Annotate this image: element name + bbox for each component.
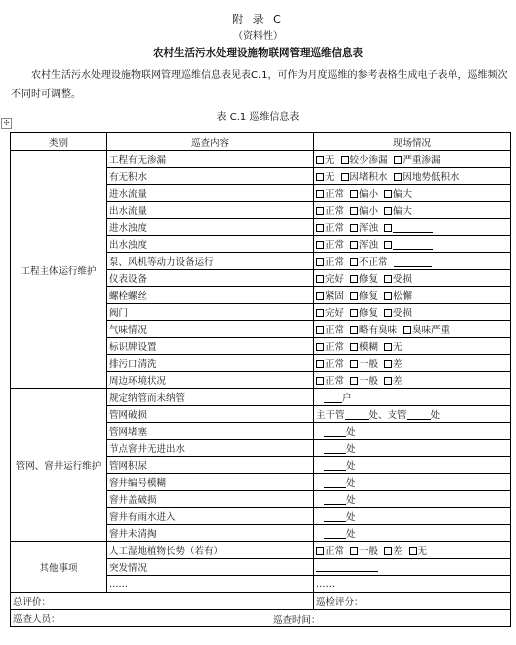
checkbox-icon[interactable] [316,360,324,368]
checkbox-icon[interactable] [350,190,358,198]
option-label: 一般 [359,376,379,387]
appendix-heading: 农村生活污水处理设施物联网管理巡维信息表 [153,47,363,59]
inspection-item: 出水浊度 [107,236,314,253]
inspection-item: 管网堵塞 [107,423,314,440]
checkbox-option[interactable] [384,288,412,302]
inspection-item: 管网破损 [107,406,314,423]
status-cell [314,236,511,253]
checkbox-icon[interactable] [384,275,392,283]
status-cell [314,576,511,593]
checkbox-icon[interactable] [394,156,402,164]
fill-blank[interactable] [324,470,346,471]
status-cell [314,457,511,474]
status-cell [314,406,511,423]
checkbox-option[interactable] [384,356,403,370]
checkbox-icon[interactable] [316,309,324,317]
checkbox-icon[interactable] [403,326,411,334]
checkbox-option[interactable] [316,543,344,557]
status-cell [314,372,511,389]
option-label: 无 [325,172,335,183]
inspection-item: 排污口清洗 [107,355,314,372]
branch-pipe-label: 处、支管 [368,410,407,421]
unit-label: 处 [346,495,356,506]
checkbox-option[interactable] [316,271,344,285]
inspection-item: 窨井编号模糊 [107,474,314,491]
table-row [11,151,511,168]
checkbox-icon[interactable] [350,360,358,368]
checkbox-icon[interactable] [350,224,358,232]
option-label: 严重渗漏 [402,155,441,166]
unit-label: 处 [346,461,356,472]
status-cell [314,151,511,168]
checkbox-option[interactable] [350,356,378,370]
option-label: 无 [325,155,335,166]
option-label: 紧固 [325,291,345,302]
inspection-item: 阀门 [107,304,314,321]
fill-blank[interactable] [324,521,346,522]
inspection-item: 泵、风机等动力设备运行 [107,253,314,270]
inspection-item: 管网积尿 [107,457,314,474]
fill-blank[interactable] [324,402,342,403]
option-label: 模糊 [359,342,379,353]
appendix-title: 附 录 C [232,13,284,26]
inspection-item: 有无积水 [107,168,314,185]
option-label: 因地势低积水 [402,172,460,183]
checkbox-icon[interactable] [350,258,358,266]
checkbox-icon[interactable] [350,547,358,555]
checkbox-icon[interactable] [316,156,324,164]
option-label: 正常 [325,240,345,251]
checkbox-icon[interactable] [316,292,324,300]
inspection-table [10,132,511,627]
fill-blank[interactable] [316,571,378,572]
option-label: 正常 [325,342,345,353]
option-label: 修复 [359,274,379,285]
inspection-item: 进水浊度 [107,219,314,236]
checkbox-option[interactable] [316,169,335,183]
inspection-item: 进水流量 [107,185,314,202]
option-label: 偏小 [359,189,379,200]
option-label: 修复 [359,291,379,302]
option-label: 受损 [393,274,413,285]
checkbox-icon[interactable] [394,173,402,181]
table-row [11,542,511,559]
category-cell: 管网、窨井运行维护 [11,389,107,542]
status-cell [314,321,511,338]
fill-blank[interactable] [407,419,431,420]
checkbox-option[interactable] [316,322,344,336]
fill-blank[interactable] [324,487,346,488]
checkbox-icon[interactable] [384,190,392,198]
checkbox-option[interactable] [316,220,344,234]
checkbox-option[interactable] [384,305,412,319]
fill-blank[interactable] [324,436,346,437]
fill-blank[interactable] [393,249,433,250]
option-label: 受损 [393,308,413,319]
checkbox-option[interactable] [316,237,344,251]
checkbox-icon[interactable] [350,309,358,317]
checkbox-option[interactable] [316,305,344,319]
checkbox-icon[interactable] [316,275,324,283]
status-cell [314,287,511,304]
inspection-item: 周边环境状况 [107,372,314,389]
status-cell [314,168,511,185]
checkbox-icon[interactable] [384,377,392,385]
option-label: 正常 [325,325,345,336]
checkbox-option[interactable] [316,373,344,387]
fill-blank[interactable] [324,453,346,454]
status-cell [314,304,511,321]
main-pipe-label: 主干管 [316,410,345,421]
unit-label: 处 [430,410,441,421]
checkbox-option[interactable] [341,169,388,183]
status-cell [314,185,511,202]
checkbox-option[interactable] [350,305,378,319]
table-caption: 表 C.1 巡维信息表 [216,112,300,123]
inspection-item: 节点窨井无进出水 [107,440,314,457]
checkbox-icon[interactable] [316,547,324,555]
checkbox-option[interactable] [409,543,428,557]
inspection-item: 突发情况 [107,559,314,576]
status-cell [314,270,511,287]
checkbox-option[interactable] [316,288,344,302]
checkbox-option[interactable] [350,373,378,387]
status-cell [314,508,511,525]
unit-label: 处 [346,478,356,489]
inspection-item: 人工湿地植物长势（若有） [107,542,314,559]
checkbox-option[interactable] [350,186,378,200]
option-label: 浑浊 [359,240,379,251]
checkbox-option[interactable] [316,186,344,200]
checkbox-icon[interactable] [384,360,392,368]
option-label: 正常 [325,206,345,217]
checkbox-icon[interactable] [316,207,324,215]
table-row [11,389,511,406]
checkbox-option[interactable] [384,223,433,234]
checkbox-option[interactable] [316,339,344,353]
checkbox-icon[interactable] [384,547,392,555]
fill-blank[interactable] [324,538,346,539]
checkbox-icon[interactable] [384,224,392,232]
option-label: 不正常 [359,257,388,268]
checkbox-option[interactable] [350,288,378,302]
inspection-item: 气味情况 [107,321,314,338]
checkbox-icon[interactable] [341,173,349,181]
inspection-item: 窨井有雨水进入 [107,508,314,525]
status-cell [314,355,511,372]
checkbox-option[interactable] [394,169,460,183]
option-label: 偏小 [359,206,379,217]
intro-paragraph: 农村生活污水处理设施物联网管理巡维信息表见表C.1，可作为月度巡维的参考表格生成电子表单，巡维频次不同时可调整。 [11,70,508,100]
checkbox-option[interactable] [384,271,412,285]
status-cell [314,491,511,508]
option-label: 松懈 [393,291,413,302]
checkbox-icon[interactable] [350,377,358,385]
option-label: 一般 [359,546,379,557]
option-label: 完好 [325,274,345,285]
inspection-item: 出水流量 [107,202,314,219]
option-label: 一般 [359,359,379,370]
status-cell [314,202,511,219]
inspection-item: 螺栓螺丝 [107,287,314,304]
checkbox-icon[interactable] [350,275,358,283]
checkbox-icon[interactable] [316,173,324,181]
checkbox-icon[interactable] [350,241,358,249]
inspection-item: 窨井盖破损 [107,491,314,508]
appendix-subtitle: （资料性） [233,31,283,42]
checkbox-option[interactable] [384,203,412,217]
checkbox-icon[interactable] [316,326,324,334]
checkbox-icon[interactable] [384,343,392,351]
unit-label: 处 [346,444,356,455]
checkbox-option[interactable] [316,254,344,268]
status-cell [314,389,511,406]
option-label: 正常 [325,189,345,200]
unit-label: 处 [346,512,356,523]
inspection-item: 标识牌设置 [107,338,314,355]
checkbox-option[interactable] [384,339,403,353]
option-label: 臭味严重 [412,325,451,336]
header-content: 巡查内容 [107,133,314,151]
checkbox-option[interactable] [316,356,344,370]
checkbox-option[interactable] [350,220,378,234]
overall-evaluation-cell[interactable]: 总评价： [11,593,314,610]
option-label: 无 [393,342,403,353]
option-label: 浑浊 [359,223,379,234]
fill-blank[interactable] [345,419,369,420]
checkbox-option[interactable] [316,203,344,217]
option-label: 完好 [325,308,345,319]
checkbox-icon[interactable] [316,224,324,232]
status-cell [314,474,511,491]
header-category: 类别 [11,133,107,151]
status-cell [314,338,511,355]
checkbox-option[interactable] [384,543,403,557]
inspection-item: 窨井未清掏 [107,525,314,542]
inspection-item: 规定纳管而未纳管 [107,389,314,406]
checkbox-option[interactable] [384,240,433,251]
status-cell [314,440,511,457]
checkbox-icon[interactable] [350,326,358,334]
option-label: 略有臭味 [359,325,398,336]
checkbox-option[interactable] [350,322,397,336]
status-cell [314,253,511,270]
checkbox-option[interactable] [350,254,388,268]
option-label: 差 [393,376,403,387]
checkbox-icon[interactable] [316,343,324,351]
unit-label: 户 [342,393,352,404]
option-label: 修复 [359,308,379,319]
checkbox-icon[interactable] [316,258,324,266]
option-label: 偏大 [393,189,413,200]
fill-blank[interactable] [393,232,433,233]
checkbox-option[interactable] [384,186,412,200]
inspector-cell[interactable]: 巡查人员： 巡查时间： [11,610,511,627]
footer-row [11,610,511,627]
checkbox-option[interactable] [350,543,378,557]
checkbox-option[interactable] [341,152,388,166]
table-header-row [11,133,511,151]
option-label: 无 [417,546,428,557]
inspection-item: …… [107,576,314,593]
checkbox-icon[interactable] [384,309,392,317]
checkbox-option[interactable] [350,237,378,251]
checkbox-option[interactable] [394,152,441,166]
checkbox-icon[interactable] [384,207,392,215]
fill-blank[interactable] [324,504,346,505]
checkbox-icon[interactable] [350,207,358,215]
unit-label: 处 [346,529,356,540]
option-label: 正常 [325,376,345,387]
checkbox-icon[interactable] [384,292,392,300]
category-cell: 工程主体运行维护 [11,151,107,389]
checkbox-icon[interactable] [350,343,358,351]
checkbox-option[interactable] [350,271,378,285]
checkbox-icon[interactable] [350,292,358,300]
footer-row [11,593,511,610]
score-cell[interactable]: 巡检评分： [314,593,511,610]
checkbox-icon[interactable] [384,241,392,249]
category-cell: 其他事项 [11,542,107,593]
option-label: 正常 [325,257,345,268]
inspection-item: 仪表设备 [107,270,314,287]
checkbox-icon[interactable] [409,547,417,555]
checkbox-option[interactable] [350,339,378,353]
header-status: 现场情况 [314,133,511,151]
checkbox-option[interactable] [350,203,378,217]
option-label: 正常 [325,359,345,370]
status-cell [314,219,511,236]
option-label: 差 [393,546,403,557]
unit-label: 处 [346,427,356,438]
table-move-handle-icon[interactable]: ✣ [1,118,12,129]
checkbox-option[interactable] [403,322,450,336]
inspection-item: 工程有无渗漏 [107,151,314,168]
option-label: 因堵积水 [349,172,388,183]
checkbox-option[interactable] [384,373,403,387]
option-label: 偏大 [393,206,413,217]
checkbox-icon[interactable] [316,190,324,198]
status-cell [314,559,511,576]
option-label: 差 [393,359,403,370]
option-label: 正常 [325,546,345,557]
checkbox-option[interactable] [316,152,335,166]
dots-text: …… [316,578,335,590]
option-label: 正常 [325,223,345,234]
option-label: 较少渗漏 [349,155,388,166]
checkbox-icon[interactable] [341,156,349,164]
checkbox-icon[interactable] [316,377,324,385]
status-cell [314,525,511,542]
status-cell [314,542,511,559]
checkbox-icon[interactable] [316,241,324,249]
fill-blank[interactable] [394,266,432,267]
status-cell [314,423,511,440]
inspection-time-label[interactable]: 巡查时间： [273,615,321,626]
